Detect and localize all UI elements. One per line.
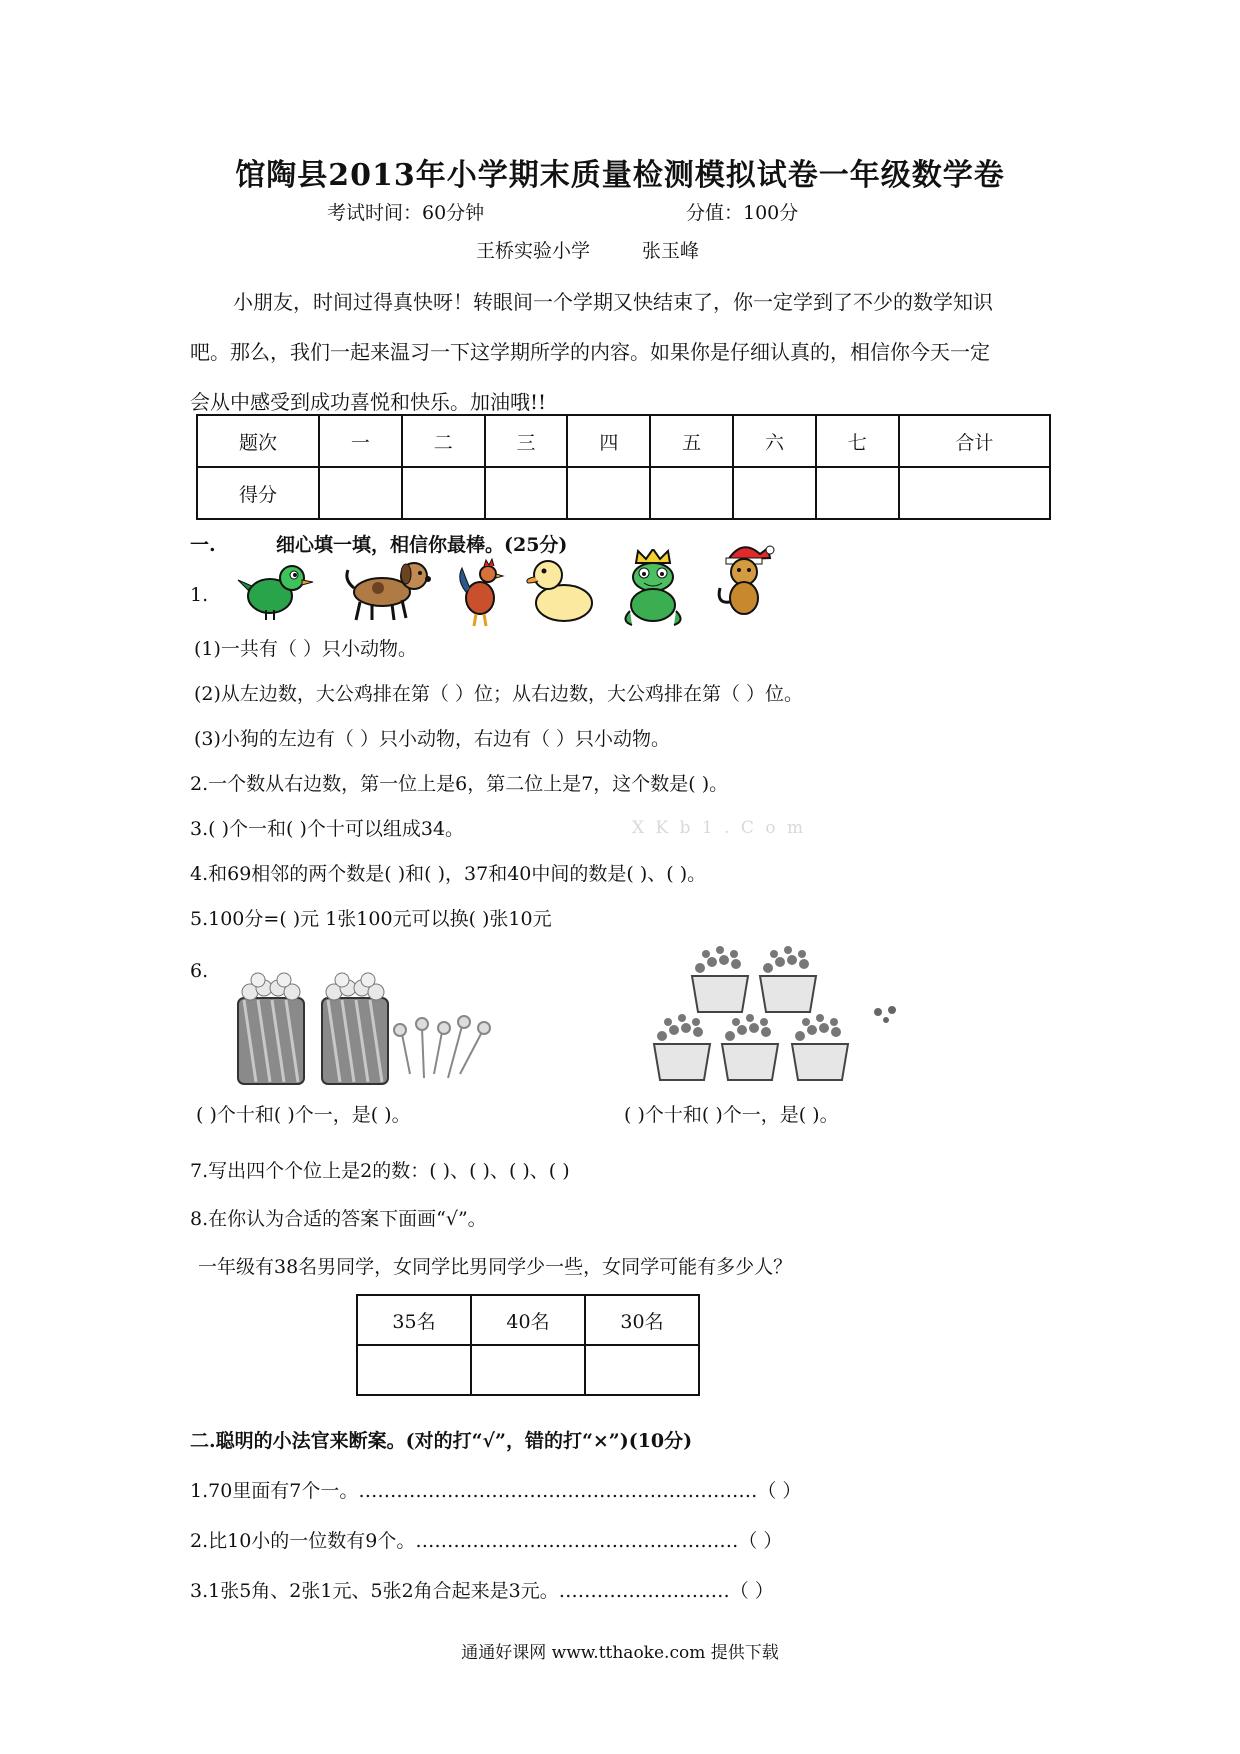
score-table-row-header: 题次: [197, 415, 319, 467]
school-name: 王桥实验小学: [476, 240, 591, 262]
score-table-col-2: 二: [402, 415, 485, 467]
dog-icon: [342, 552, 434, 624]
q3: 3.( )个一和( )个十可以组成34。: [190, 818, 465, 840]
score-cell[interactable]: [485, 467, 568, 519]
score-table-col-total: 合计: [899, 415, 1050, 467]
score-cell[interactable]: [319, 467, 402, 519]
q8-option-3: 30名: [585, 1295, 699, 1345]
jar-icon: [322, 973, 388, 1084]
score-cell[interactable]: [567, 467, 650, 519]
frog-icon: [618, 549, 688, 629]
author-name: 张玉峰: [642, 240, 700, 262]
rooster-icon: [456, 558, 508, 628]
basket-icon: [722, 1014, 778, 1080]
watermark-text: X K b 1 . C o m: [632, 818, 807, 838]
q1-sub-1: (1)一共有（ ）只小动物。: [194, 638, 417, 660]
page-title: 馆陶县2013年小学期末质量检测模拟试卷一年级数学卷: [235, 158, 1005, 193]
lollipop-jars-image: [234, 970, 504, 1090]
q4: 4.和69相邻的两个数是( )和( )，37和40中间的数是( )、( )。: [190, 863, 707, 885]
q6-num: 6.: [190, 960, 209, 982]
score-table: [196, 414, 1051, 520]
score-table-col-5: 五: [650, 415, 733, 467]
section-1-num: 一.: [190, 534, 216, 556]
q1-num: 1.: [190, 584, 209, 606]
judge-item-3: 3.1张5角、2张1元、5张2角合起来是3元。………………………（ ）: [190, 1580, 774, 1602]
judge-item-1: 1.70里面有7个一。………………………………………………………（ ）: [190, 1480, 802, 1502]
intro-line-3: 会从中感受到成功喜悦和快乐。加油哦!!: [190, 390, 547, 414]
duck-icon: [524, 553, 598, 627]
q6-right-answer: ( )个十和( )个一，是( )。: [624, 1104, 839, 1126]
score-label: 得分: [197, 467, 319, 519]
lollipop-icon: [394, 1016, 490, 1078]
cat-icon: [712, 542, 778, 620]
q8: 8.在你认为合适的答案下面画“√”。: [190, 1208, 487, 1230]
judge-item-2: 2.比10小的一位数有9个。……………………………………………（ ）: [190, 1530, 783, 1552]
footer-text: 通通好课网 www.tthaoke.com 提供下载: [461, 1643, 779, 1663]
q1-sub-3: (3)小狗的左边有（ ）只小动物，右边有（ ）只小动物。: [194, 728, 670, 750]
score-table-col-4: 四: [567, 415, 650, 467]
q8-option-2: 40名: [471, 1295, 585, 1345]
q8-text: 一年级有38名男同学，女同学比男同学少一些，女同学可能有多少人？: [198, 1256, 793, 1278]
flower-icon: [874, 1006, 896, 1023]
q8-option-1: 35名: [357, 1295, 471, 1345]
q1-sub-2: (2)从左边数，大公鸡排在第（ ）位；从右边数，大公鸡排在第（ ）位。: [194, 683, 803, 705]
intro-line-1: 小朋友，时间过得真快呀！转眼间一个学期又快结束了，你一定学到了不少的数学知识: [233, 290, 993, 314]
bird-icon: [236, 560, 314, 622]
score-table-header-row: [197, 415, 1050, 467]
score-cell[interactable]: [650, 467, 733, 519]
basket-icon: [692, 946, 748, 1012]
exam-time: 考试时间：60分钟: [327, 202, 485, 224]
score-cell[interactable]: [402, 467, 485, 519]
q2: 2.一个数从右边数，第一位上是6，第二位上是7，这个数是( )。: [190, 773, 729, 795]
score-value: 分值：100分: [686, 202, 799, 224]
score-table-col-6: 六: [733, 415, 816, 467]
intro-line-2: 吧。那么，我们一起来温习一下这学期所学的内容。如果你是仔细认真的，相信你今天一定: [190, 340, 990, 364]
score-table-col-7: 七: [816, 415, 899, 467]
flower-baskets-image: [650, 940, 920, 1090]
q8-answer-cell[interactable]: [585, 1345, 699, 1395]
q8-answer-cell[interactable]: [357, 1345, 471, 1395]
section-2-title: 二.聪明的小法官来断案。(对的打“√”，错的打“×”)(10分): [190, 1430, 693, 1452]
q5: 5.100分=( )元 1张100元可以换( )张10元: [190, 908, 552, 930]
q8-answer-row: [357, 1345, 699, 1395]
jar-icon: [238, 973, 304, 1084]
score-table-col-1: 一: [319, 415, 402, 467]
score-table-col-3: 三: [485, 415, 568, 467]
q8-options-header-row: [357, 1295, 699, 1345]
q6-left-answer: ( )个十和( )个一，是( )。: [196, 1104, 411, 1126]
q8-options-table: [356, 1294, 700, 1396]
q7: 7.写出四个个位上是2的数：( )、( )、( )、( ): [190, 1160, 570, 1182]
score-cell[interactable]: [733, 467, 816, 519]
basket-icon: [760, 946, 816, 1012]
score-table-score-row: [197, 467, 1050, 519]
q8-answer-cell[interactable]: [471, 1345, 585, 1395]
score-cell[interactable]: [816, 467, 899, 519]
section-1-title: 细心填一填，相信你最棒。(25分): [276, 534, 568, 556]
score-cell[interactable]: [899, 467, 1050, 519]
basket-icon: [654, 1014, 710, 1080]
basket-icon: [792, 1014, 848, 1080]
